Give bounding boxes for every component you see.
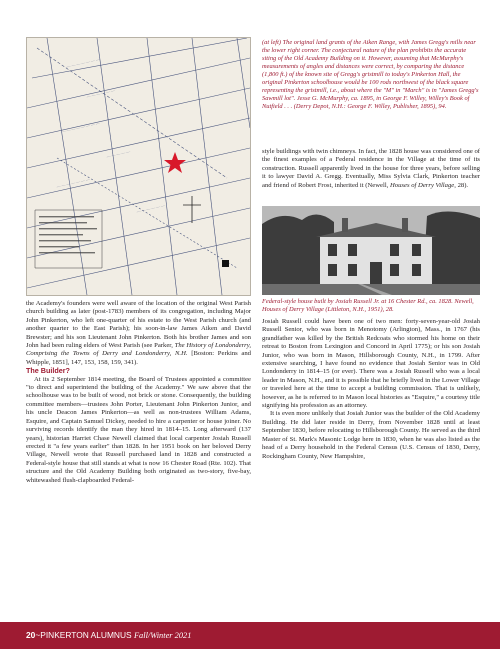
svg-text:— — — — — —: — — — — — — — [86, 87, 116, 99]
paragraph: It is even more unlikely that Josiah Junior was the builder of the Old Academy Building. He did later reside in Derry, from November 1828 until at least September 1830, before relocating to Hillsborough County. He served as the third Master of St. Mark's Masonic Lodge here in 1830, when he was also listed as the head of a Derry household in the Federal Census (U.S. Census of 1830, Derry, Rockingham County, New Hampshire, — [262, 410, 480, 460]
svg-text:— — — — — — —: — — — — — — — — [66, 56, 101, 69]
issue-label: Fall/Winter 2021 — [133, 631, 192, 640]
text-segment: [Boston: Perkins and Whipple, 1851], 147, 153, 158, 159, 341). — [26, 350, 251, 366]
paragraph — [26, 300, 251, 367]
svg-text:— — — — —: — — — — — — [106, 148, 131, 159]
paragraph: At its 2 September 1814 meeting, the Board of Trustees appointed a committee "to direct and superintend the building of the Academy." We saw above that the schoolhouse was to be built of wood, not brick or stone. Consequently, the building committee members—trustees John Porter, Lieutenant John Pinkerton Junior, and his uncle Deacon James Pinkerton—as well as non-trustees William Adams, Esquire, and Captain Samuel Dickey, needed to hire a carpenter or house joiner. No surviving records identify the man they hired in 1814–15. Long afterward (137 years), historian Harriet Chase Newell claimed that local carpenter Josiah Russell erected it "a few years earlier" than 1828. In her 1951 book on her beloved Derry Village, Newell wrote that Russell purchased land in 1828 and constructed a Federal-style house that still stands at what is now 16 Chester Road (Rte. 102). That structure and the Old Academy Building both originated as two-story, five-bay, whitewashed flush-clapboarded Federal- — [26, 375, 251, 484]
historical-map — [26, 37, 251, 296]
body-text-right-top — [262, 148, 480, 190]
paragraph: Josiah Russell could have been one of two men: forty-seven-year-old Josiah Russell Senior, who was born in Menotomy (Arlington), Mass., in 1767 (his grandfather was killed by the British Redcoats who stormed his home on their retreat to Boston from Lexington and Concord in April 1775); or his son Josiah Junior, who was born in Mason, Hillsborough County, N.H., in 1799. After extensive searching, I have found no evidence that Josiah Senior was in Old Londonderry in 1814–15 (or ever). There was a Josiah Russell who was a local leader in Mason, N.H., and it is possible that he briefly lived in the Lower Village or traveled here at the time to accept a building commission. That is unlikely, however, as he is referred to in Mason local histories as "Esquire," a courtesy title signifying his profession as an attorney. — [262, 318, 480, 410]
page-number: 20 — [26, 630, 36, 640]
text-segment: , 28). — [454, 181, 469, 189]
section-heading: The Builder? — [26, 366, 70, 376]
citation: The History of Londonderry, Comprising the Towns of Derry and Londonderry, N.H. — [26, 342, 251, 358]
svg-text:— — — — — —: — — — — — — — [136, 202, 166, 214]
footer-text — [26, 630, 191, 640]
svg-text:— — — — — — — —: — — — — — — — — — [61, 120, 101, 134]
svg-text:— — — — — — —: — — — — — — — — [56, 176, 91, 189]
magazine-title: PINKERTON ALUMNUS — [40, 630, 132, 640]
house-photo — [262, 206, 480, 295]
text-segment: the Academy's founders were well aware of the location of the original West Parish church building as later (post-1783) members of its congregation, including Major John Pinkerton, who left one-quarter of his estate to the West Parish church (and another quarter to the East Parish); his soon-in-law James Aiken and David Brewster; and his son Lieutenant John Pinkerton. Both his brother James and son John had been ruling elders of West Parish (see Parker, — [26, 300, 251, 350]
body-text-left — [26, 300, 251, 485]
house-caption: Federal-style house built by Josiah Russell Jr. at 16 Chester Rd., ca. 1828. Newell, Houses of Derry Village (Littleton, N.H., 1951), 28. — [262, 298, 474, 313]
citation: Houses of Derry Village — [390, 181, 455, 189]
body-text-right-bottom — [262, 318, 480, 461]
text-segment: style buildings with twin chimneys. In fact, the 1828 house was considered one of the finest examples of a Federal residence in the Village at the time of its construction. Russell apparently lived in the house for three years, before selling it to lawyer David A. Gregg. Eventually, Miss Sylvia Clark, Pinkerton teacher and friend of Robert Frost, inherited it (Newell, — [262, 148, 480, 189]
page-separator: ~ — [35, 630, 41, 640]
map-caption: (at left) The original land grants of the Aiken Range, with James Gregg's mills near the lower right corner. The conjectural nature of the plan prohibits the accurate siting of the Old Academy Building on it. However, assuming that McMurphy's measurements of angles and distances were correct, by comparing the distance (1,800 ft.) of the known site of Gregg's gristmill to today's Pinkerton Hall, the original Pinkerton schoolhouse would be 100 rods northwest of the black square representing the gristmill, i.e., about where the "M" in "March" is in "James Gregg's Sawmill lot". Jesse G. McMurphy, ca. 1895, in George F. Willey, Willey's Book of Nutfield . . . (Derry Depot, N.H.: George F. Willey, Publisher, 1895), 94. — [262, 39, 479, 111]
